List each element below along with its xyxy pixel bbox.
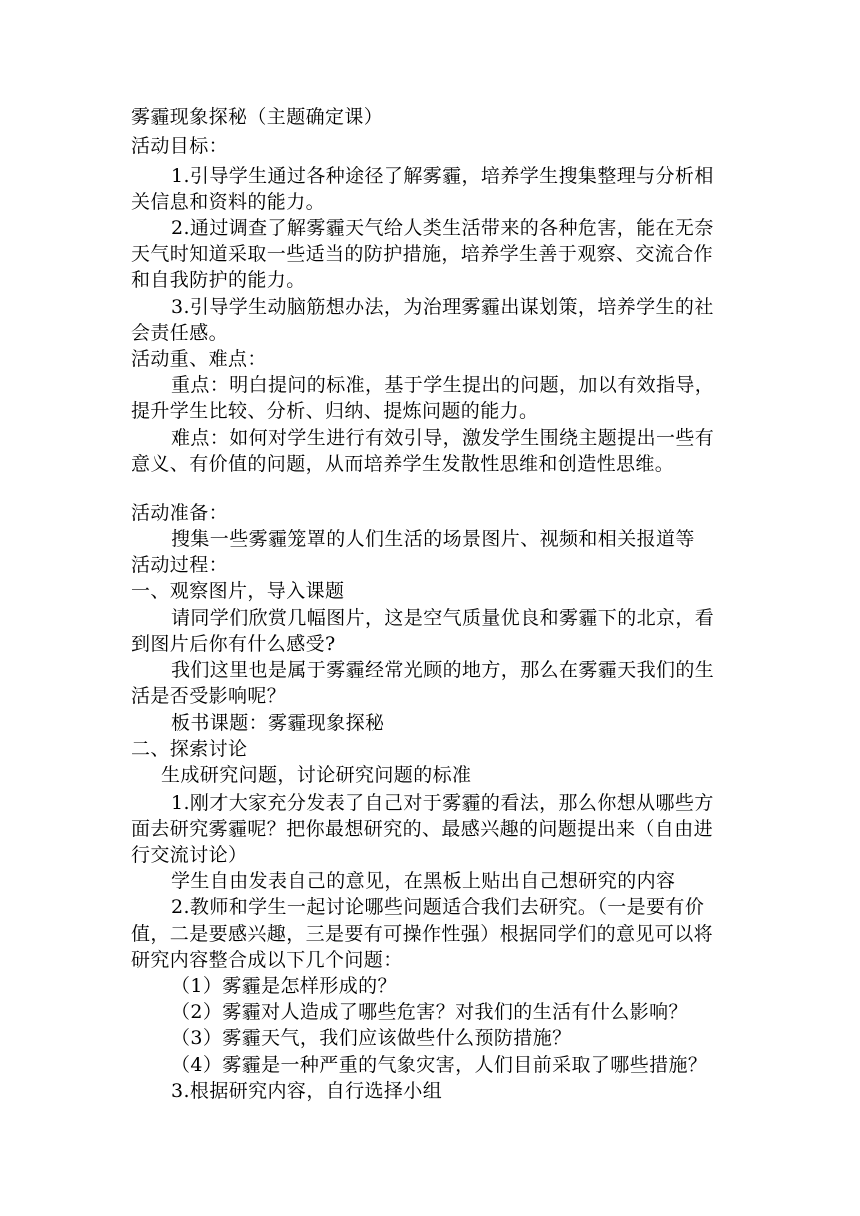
paragraph-line: 3.根据研究内容，自行选择小组 <box>171 1080 443 1102</box>
section-heading-preparation: 活动准备： <box>131 502 229 524</box>
paragraph-line: 会责任感。 <box>131 322 229 344</box>
section-heading-key-points: 活动重、难点： <box>131 348 267 370</box>
paragraph-line: 重点：明白提问的标准，基于学生提出的问题，加以有效指导， <box>171 374 715 396</box>
list-item: （2）雾霾对人造成了哪些危害？对我们的生活有什么影响？ <box>171 1001 688 1023</box>
document-title: 雾霾现象探秘（主题确定课） <box>131 106 384 128</box>
paragraph-line: 活是否受影响呢？ <box>131 685 287 707</box>
subsection-heading: 一、观察图片，导入课题 <box>131 580 345 602</box>
paragraph-line: 学生自由发表自己的意见，在黑板上贴出自己想研究的内容 <box>171 870 676 892</box>
paragraph-line: 研究内容整合成以下几个问题： <box>131 949 403 971</box>
paragraph-line: 和自我防护的能力。 <box>131 269 306 291</box>
paragraph-line: 3.引导学生动脑筋想办法，为治理雾霾出谋划策，培养学生的社 <box>171 296 714 318</box>
paragraph-line: 生成研究问题，讨论研究问题的标准 <box>161 764 472 786</box>
paragraph-line: 1.刚才大家充分发表了自己对于雾霾的看法，那么你想从哪些方 <box>171 792 714 814</box>
paragraph-line: 搜集一些雾霾笼罩的人们生活的场景图片、视频和相关报道等 <box>171 528 695 550</box>
paragraph-line: 行交流讨论） <box>131 844 248 866</box>
list-item: （3）雾霾天气，我们应该做些什么预防措施？ <box>171 1027 572 1049</box>
paragraph-line: 2.通过调查了解雾霾天气给人类生活带来的各种危害，能在无奈 <box>171 217 714 239</box>
list-item: （4）雾霾是一种严重的气象灾害，人们目前采取了哪些措施？ <box>171 1054 708 1076</box>
paragraph-line: 难点：如何对学生进行有效引导，激发学生围绕主题提出一些有 <box>171 427 715 449</box>
paragraph-line: 我们这里也是属于雾霾经常光顾的地方，那么在雾霾天我们的生 <box>171 659 715 681</box>
paragraph-line: 值，二是要感兴趣，三是要有可操作性强）根据同学们的意见可以将 <box>131 923 714 945</box>
paragraph-line: 请同学们欣赏几幅图片，这是空气质量优良和雾霾下的北京，看 <box>171 607 715 629</box>
paragraph-line: 到图片后你有什么感受? <box>131 633 336 655</box>
section-heading-goals: 活动目标： <box>131 135 229 157</box>
paragraph-line: 关信息和资料的能力。 <box>131 191 326 213</box>
section-heading-process: 活动过程： <box>131 554 229 576</box>
paragraph-line: 面去研究雾霾呢？把你最想研究的、最感兴趣的问题提出来（自由进 <box>131 818 714 840</box>
list-item: （1）雾霾是怎样形成的？ <box>171 975 397 997</box>
paragraph-line: 1.引导学生通过各种途径了解雾霾，培养学生搜集整理与分析相 <box>171 165 714 187</box>
subsection-heading: 二、探索讨论 <box>131 738 248 760</box>
paragraph-line: 2.教师和学生一起讨论哪些问题适合我们去研究。（一是要有价 <box>171 896 705 918</box>
paragraph-line: 天气时知道采取一些适当的防护措施，培养学生善于观察、交流合作 <box>131 243 714 265</box>
paragraph-line: 板书课题：雾霾现象探秘 <box>171 712 385 734</box>
paragraph-line: 意义、有价值的问题，从而培养学生发散性思维和创造性思维。 <box>131 453 675 475</box>
paragraph-line: 提升学生比较、分析、归纳、提炼问题的能力。 <box>131 400 539 422</box>
